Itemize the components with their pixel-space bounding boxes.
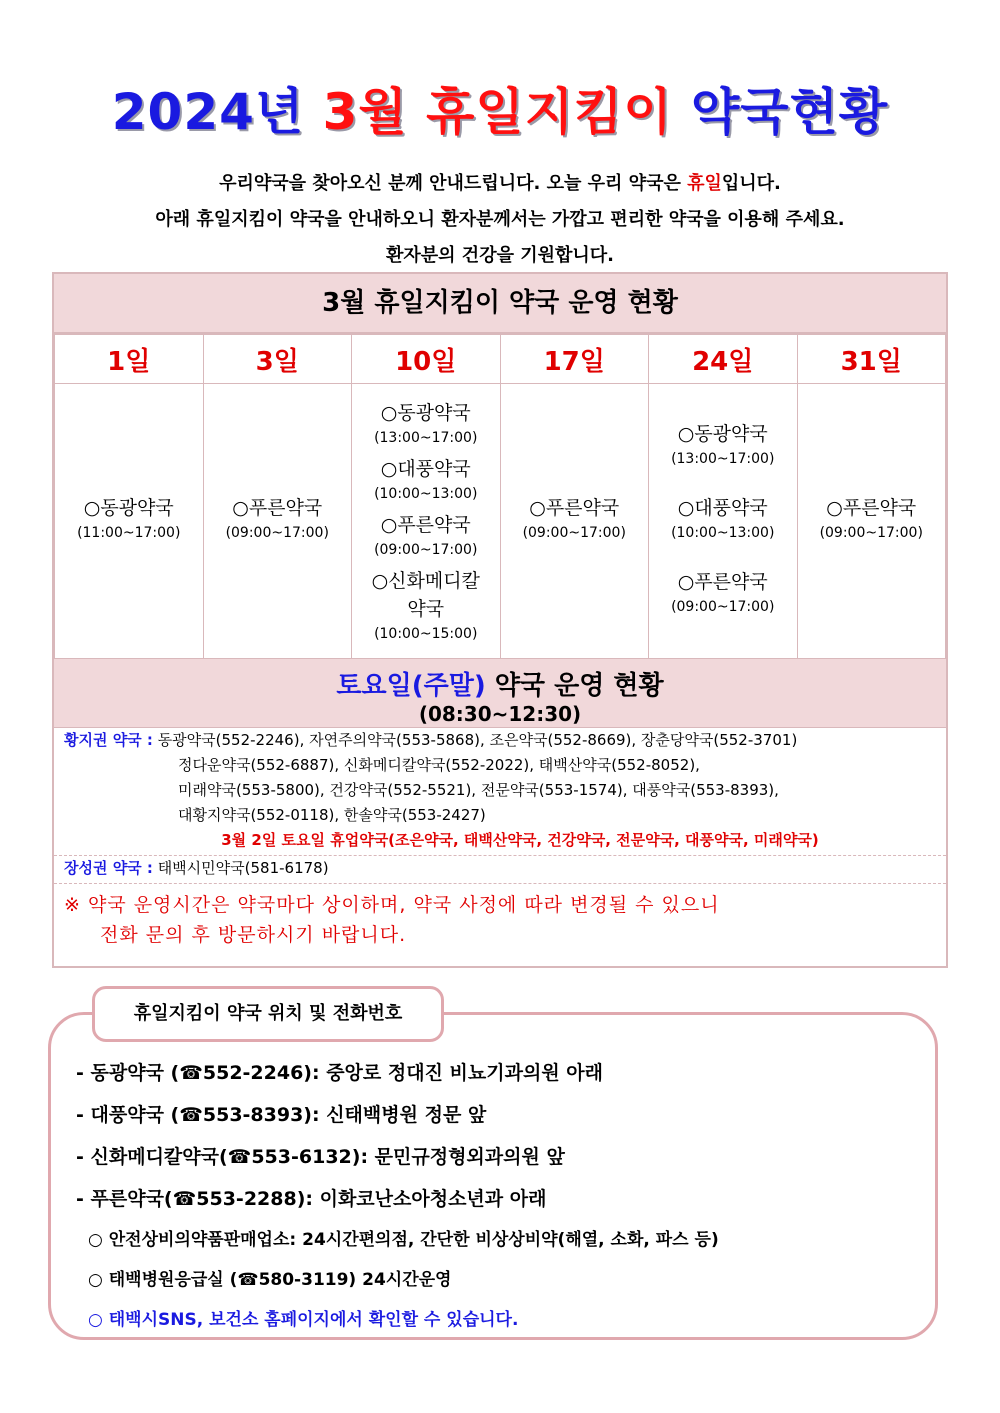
- location-item: - 신화메디칼약국(☎553-6132): 문민규정형외과의원 앞: [76, 1146, 565, 1168]
- pharmacy-hours: (10:00~15:00): [374, 626, 478, 642]
- intro-line-1: 우리약국을 찾아오신 분께 안내드립니다. 오늘 우리 약국은 휴일입니다.: [219, 173, 781, 194]
- day-header: 31일: [797, 335, 946, 384]
- saturday-heading-rest: 약국 운영 현황: [485, 671, 664, 701]
- day-cell-10: [352, 384, 501, 661]
- pharmacy-hours: (09:00~17:00): [522, 525, 626, 541]
- pharmacy-name: ○동광약국: [380, 402, 471, 424]
- notice-line-2: 전화 문의 후 방문하시기 바랍니다.: [100, 924, 407, 946]
- title-year: 2024년: [111, 83, 323, 141]
- hwangji-line: 미래약국(553-5800), 건강약국(552-5521), 전문약국(553-1574), 대풍약국(553-8393),: [178, 781, 779, 799]
- title-month: 3월 휴일지킴이: [322, 83, 673, 141]
- jangseong-label: 장성권 약국 :: [64, 859, 153, 877]
- saturday-list: [54, 728, 946, 950]
- pharmacy-name: ○대풍약국: [677, 497, 768, 519]
- day-cell-17: [500, 384, 649, 661]
- pharmacy-hours: (09:00~17:00): [374, 542, 478, 558]
- day-header: 24일: [649, 335, 798, 384]
- pharmacy-name: ○동광약국: [677, 423, 768, 445]
- notice-line-1: ※ 약국 운영시간은 약국마다 상이하며, 약국 사정에 따라 변경될 수 있으니: [64, 894, 720, 916]
- jangseong-list: 태백시민약국(581-6178): [157, 859, 329, 877]
- pharmacy-hours: (09:00~17:00): [671, 599, 775, 615]
- intro-line-2: 아래 휴일지킴이 약국을 안내하오니 환자분께서는 가깝고 편리한 약국을 이용해 주세요.: [155, 209, 845, 230]
- location-item: - 푸른약국(☎553-2288): 이화코난소아청소년과 아래: [76, 1188, 547, 1210]
- hwangji-label: 황지권 약국 :: [64, 731, 153, 749]
- pharmacy-hours: (13:00~17:00): [671, 451, 775, 467]
- saturday-hours: (08:30~12:30): [418, 702, 582, 726]
- pharmacy-name: ○푸른약국: [677, 571, 768, 593]
- schedule-heading: 3월 휴일지킴이 약국 운영 현황: [54, 274, 946, 334]
- pharmacy-hours: (13:00~17:00): [374, 430, 478, 446]
- saturday-heading-label: 토요일(주말): [336, 671, 486, 701]
- day-cell-3: [203, 384, 352, 661]
- pharmacy-name: ○동광약국: [83, 497, 174, 519]
- day-header: 17일: [500, 335, 649, 384]
- schedule-box: [52, 272, 948, 968]
- pharmacy-name: ○푸른약국: [232, 497, 323, 519]
- pharmacy-hours: (11:00~17:00): [77, 525, 181, 541]
- pharmacy-name: ○푸른약국: [826, 497, 917, 519]
- day-cell-31: [797, 384, 946, 661]
- pharmacy-name: ○대풍약국: [380, 458, 471, 480]
- pharmacy-hours: (09:00~17:00): [225, 525, 329, 541]
- day-header: 10일: [352, 335, 501, 384]
- saturday-heading: [54, 658, 946, 728]
- location-heading: 휴일지킴이 약국 위치 및 전화번호: [92, 986, 444, 1042]
- intro-text: [0, 166, 1000, 274]
- title-suffix: 약국현황: [672, 83, 889, 141]
- day-cell-1: [55, 384, 204, 661]
- info-item: ○ 태백병원응급실 (☎580-3119) 24시간운영: [88, 1270, 452, 1290]
- info-item: ○ 안전상비의약품판매업소: 24시간편의점, 간단한 비상상비약(해열, 소화, 파스 등): [88, 1230, 719, 1250]
- location-list: [76, 1052, 926, 1340]
- schedule-table: [54, 334, 946, 661]
- pharmacy-name: ○신화메디칼: [371, 570, 480, 592]
- location-item: - 대풍약국 (☎553-8393): 신태백병원 정문 앞: [76, 1104, 487, 1126]
- notice: [54, 890, 946, 950]
- location-item: - 동광약국 (☎552-2246): 중앙로 정대진 비뇨기과의원 아래: [76, 1062, 604, 1084]
- hwangji-line: 대황지약국(552-0118), 한솔약국(553-2427): [178, 806, 486, 824]
- pharmacy-name: ○푸른약국: [380, 514, 471, 536]
- hwangji-line: 정다운약국(552-6887), 신화메디칼약국(552-2022), 태백산약국(552-8052),: [178, 756, 700, 774]
- closed-pharmacies: 3월 2일 토요일 휴업약국(조은약국, 태백산약국, 건강약국, 전문약국, 대풍약국, 미래약국): [221, 831, 819, 849]
- day-cell-24: [649, 384, 798, 661]
- day-header: 1일: [55, 335, 204, 384]
- info-item: ○ 태백시SNS, 보건소 홈페이지에서 확인할 수 있습니다.: [88, 1310, 519, 1330]
- pharmacy-hours: (09:00~17:00): [819, 525, 923, 541]
- pharmacy-name-cont: 약국: [407, 598, 445, 620]
- pharmacy-name: ○푸른약국: [529, 497, 620, 519]
- pharmacy-hours: (10:00~13:00): [671, 525, 775, 541]
- intro-line-3: 환자분의 건강을 기원합니다.: [385, 245, 615, 266]
- pharmacy-hours: (10:00~13:00): [374, 486, 478, 502]
- hwangji-line: 동광약국(552-2246), 자연주의약국(553-5868), 조은약국(552-8669), 장춘당약국(552-3701): [157, 731, 798, 749]
- day-header: 3일: [203, 335, 352, 384]
- page-title: [0, 72, 1000, 144]
